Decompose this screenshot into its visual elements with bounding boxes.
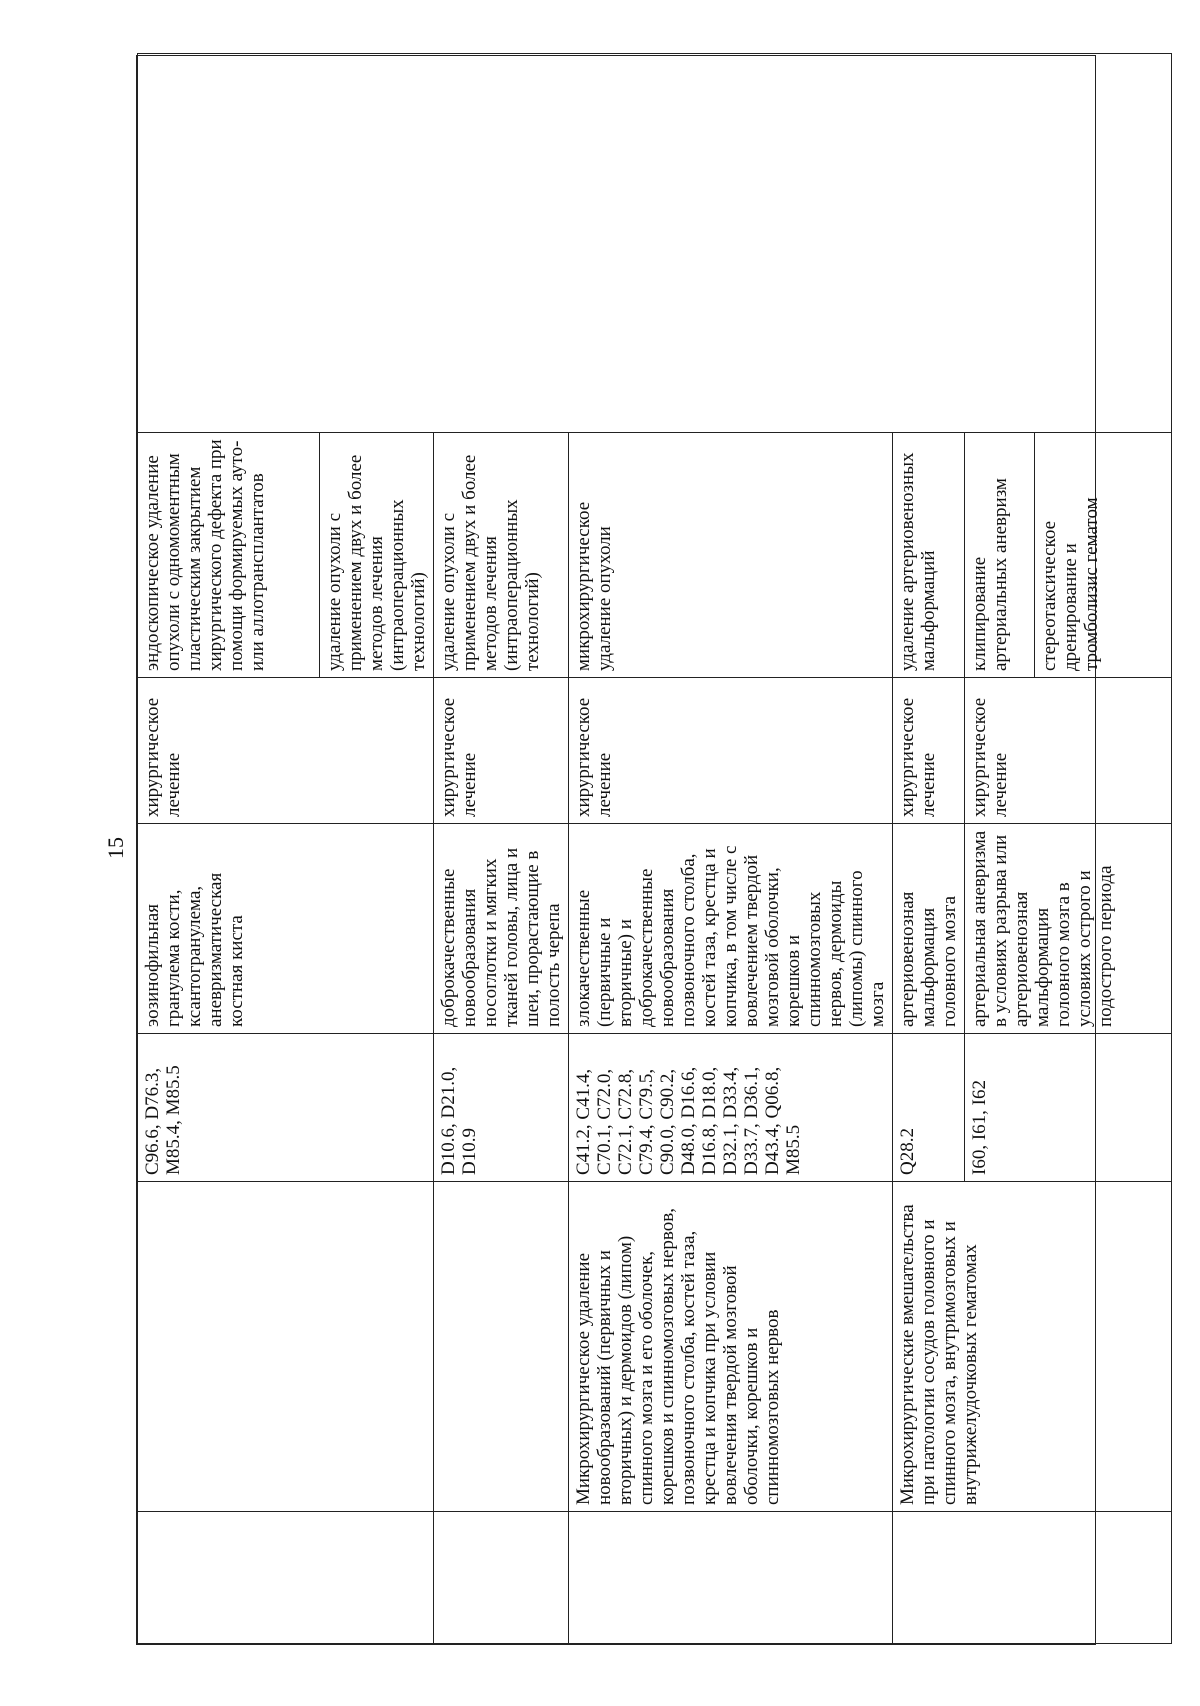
empty-cell <box>138 1512 434 1644</box>
empty-cell <box>138 54 1172 433</box>
empty-cell <box>569 1512 893 1644</box>
diagnosis-cell: злокачественные (первичные и вторичные) и доброкачественные новообразования позвоночного столба, костей таза, крестца и копчика, в том числе с вовлечением твердой мозговой оболочки, корешков и спинномозговых нервов, дермоиды (липомы) спинного мозга <box>569 824 893 1034</box>
procedures-table <box>137 53 1172 1644</box>
treatment-cell: хирургическое лечение <box>893 678 965 824</box>
treatment-cell: хирургическое лечение <box>138 678 434 824</box>
codes-cell: Q28.2 <box>893 1034 965 1182</box>
codes-cell: D10.6, D21.0, D10.9 <box>434 1034 569 1182</box>
method-cell: удаление артериовенозных мальформаций <box>893 433 965 678</box>
method-cell: стереотаксическое дренирование и тромболизис гематом <box>1035 433 1172 678</box>
diagnosis-cell: артериовенозная мальформация головного мозга <box>893 824 965 1034</box>
diagnosis-cell: эозинофильная гранулема кости, ксантогранулема, аневризматическая костная киста <box>138 824 434 1034</box>
section-cell <box>138 1182 434 1512</box>
method-cell: клипирование артериальных аневризм <box>965 433 1035 678</box>
diagnosis-cell: доброкачественные новообразования носоглотки и мягких тканей головы, лица и шеи, прорастающие в полость черепа <box>434 824 569 1034</box>
diagnosis-cell: артериальная аневризма в условиях разрыва или артериовенозная мальформация головного мозга в условиях острого и подострого периода <box>965 824 1172 1034</box>
treatment-cell: хирургическое лечение <box>569 678 893 824</box>
method-cell: удаление опухоли с применением двух и более методов лечения (интраоперационных технологий) <box>320 433 434 678</box>
method-cell: эндоскопическое удаление опухоли с одномоментным пластическим закрытием хирургического дефекта при помощи формируемых ауто- или аллотрансплантатов <box>138 433 320 678</box>
empty-cell <box>434 1512 569 1644</box>
section-cell: Микрохирургическое удаление новообразований (первичных и вторичных) и дермоидов (липом) спинного мозга и его оболочек, корешков и спинномозговых нервов, позвоночного столба, костей таза, крестца и копчика при условии вовлечения твердой мозговой оболочки, корешков и спинномозговых нервов <box>569 1182 893 1512</box>
page-number: 15 <box>103 837 128 859</box>
section-cell: Микрохирургические вмешательства при патологии сосудов головного и спинного мозга, внутримозговых и внутрижелудочковых гематомах <box>893 1182 1172 1512</box>
codes-cell: C96.6, D76.3, M85.4, M85.5 <box>138 1034 434 1182</box>
treatment-cell: хирургическое лечение <box>965 678 1172 824</box>
table-row <box>138 54 320 1644</box>
empty-cell <box>893 1512 1172 1644</box>
section-cell <box>434 1182 569 1512</box>
codes-cell: C41.2, C41.4, C70.1, C72.0, C72.1, C72.8, C79.4, C79.5, C90.0, C90.2, D48.0, D16.6, D16.8, D18.0, D32.1, D33.4, D33.7, D36.1, D43.4, Q06.8, M85.5 <box>569 1034 893 1182</box>
rotated-table-frame <box>136 55 1116 1645</box>
method-cell: удаление опухоли с применением двух и более методов лечения (интраоперационных технологий) <box>434 433 569 678</box>
codes-cell: I60, I61, I62 <box>965 1034 1172 1182</box>
method-cell: микрохирургическое удаление опухоли <box>569 433 893 678</box>
treatment-cell: хирургическое лечение <box>434 678 569 824</box>
